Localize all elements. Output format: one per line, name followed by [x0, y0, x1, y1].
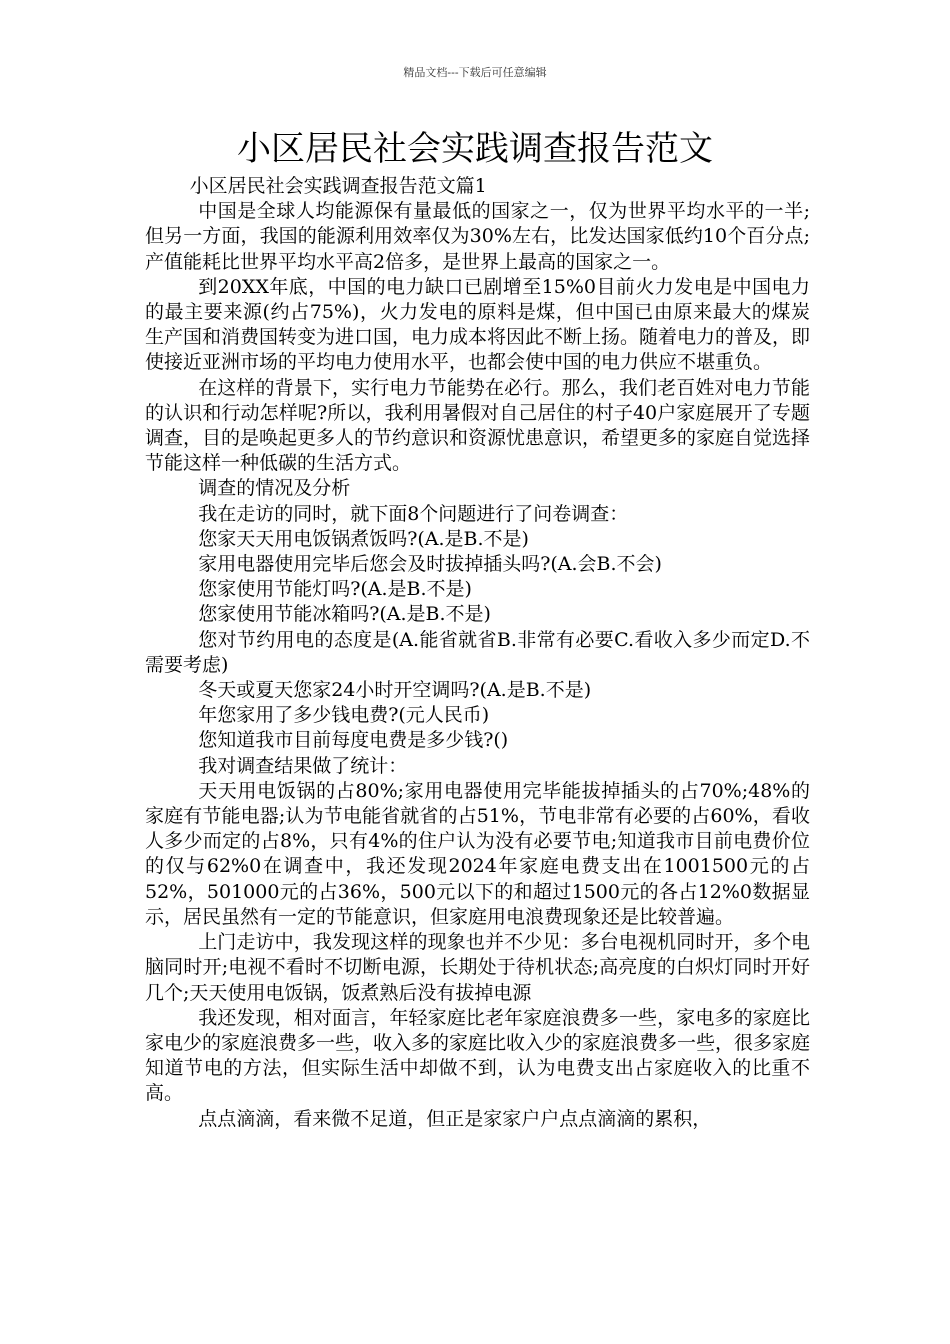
paragraph: 到20XX年底，中国的电力缺口已剧增至15%0目前火力发电是中国电力的最主要来源(约占75%)，火力发电的原料是煤，但中国已由原来最大的煤炭生产国和消费国转变为进口国，电力成本将因此不断上扬。随着电力的普及，即使接近亚洲市场的平均电力使用水平，也都会使中国的电力供应不堪重负。: [145, 275, 811, 374]
paragraph: 上门走访中，我发现这样的现象也并不少见：多台电视机同时开，多个电脑同时开;电视不看时不切断电源，长期处于待机状态;高亮度的白炽灯同时开好几个;天天使用电饭锅，饭煮熟后没有拔掉电源: [145, 931, 810, 1004]
document-body: [145, 174, 810, 1132]
survey-question: 您知道我市目前每度电费是多少钱?(): [198, 729, 509, 752]
section-heading: 调查的情况及分析: [198, 477, 351, 500]
survey-question: 年您家用了多少钱电费?(元人民币): [198, 704, 490, 727]
survey-question: 家用电器使用完毕后您会及时拔掉插头吗?(A.会B.不会): [198, 553, 662, 576]
paragraph: 我在走访的同时，就下面8个问题进行了问卷调查：: [198, 502, 629, 525]
paragraph: 我对调查结果做了统计：: [198, 754, 408, 777]
survey-question: 您家使用节能灯吗?(A.是B.不是): [198, 578, 472, 601]
header-note: 精品文档---下载后可任意编辑: [403, 66, 547, 79]
paragraph: 我还发现，相对面言，年轻家庭比老年家庭浪费多一些，家电多的家庭比家电少的家庭浪费多一些，收入多的家庭比收入少的家庭浪费多一些，很多家庭知道节电的方法，但实际生活中却做不到，认为电费支出占家庭收入的比重不高。: [145, 1006, 811, 1105]
paragraph: 天天用电饭锅的占80%;家用电器使用完毕能拔掉插头的占70%;48%的家庭有节能电器;认为节电能省就省的占51%，节电非常有必要的占60%，看收人多少而定的占8%，只有4%的住户认为没有必要节电;知道我市目前电费价位的仅与62%0在调查中，我还发现2024年家庭电费支出在1001500元的占52%，501000元的占36%，500元以下的和超过1500元的各占12%0数据显示，居民虽然有一定的节能意识，但家庭用电浪费现象还是比较普遍。: [145, 779, 810, 928]
paragraph: 中国是全球人均能源保有量最低的国家之一，仅为世界平均水平的一半;但另一方面，我国的能源利用效率仅为30%左右，比发达国家低约10个百分点;产值能耗比世界平均水平高2倍多，是世界上最高的国家之一。: [145, 200, 810, 273]
survey-question: 您对节约用电的态度是(A.能省就省B.非常有必要C.看收入多少而定D.不需要考虑): [145, 628, 810, 676]
section-subtitle: 小区居民社会实践调查报告范文篇1: [189, 175, 487, 197]
paragraph: 在这样的背景下，实行电力节能势在必行。那么，我们老百姓对电力节能的认识和行动怎样呢?所以，我利用暑假对自己居住的村子40户家庭展开了专题调查，目的是唤起更多人的节约意识和资源忧患意识，希望更多的家庭自觉选择节能这样一种低碳的生活方式。: [145, 376, 811, 475]
survey-question: 您家天天用电饭锅煮饭吗?(A.是B.不是): [198, 527, 529, 550]
survey-question: 您家使用节能冰箱吗?(A.是B.不是): [198, 603, 491, 626]
paragraph: 点点滴滴，看来微不足道，但正是家家户户点点滴滴的累积，: [198, 1107, 712, 1130]
document-title: 小区居民社会实践调查报告范文: [237, 129, 713, 169]
survey-question: 冬天或夏天您家24小时开空调吗?(A.是B.不是): [198, 679, 592, 702]
